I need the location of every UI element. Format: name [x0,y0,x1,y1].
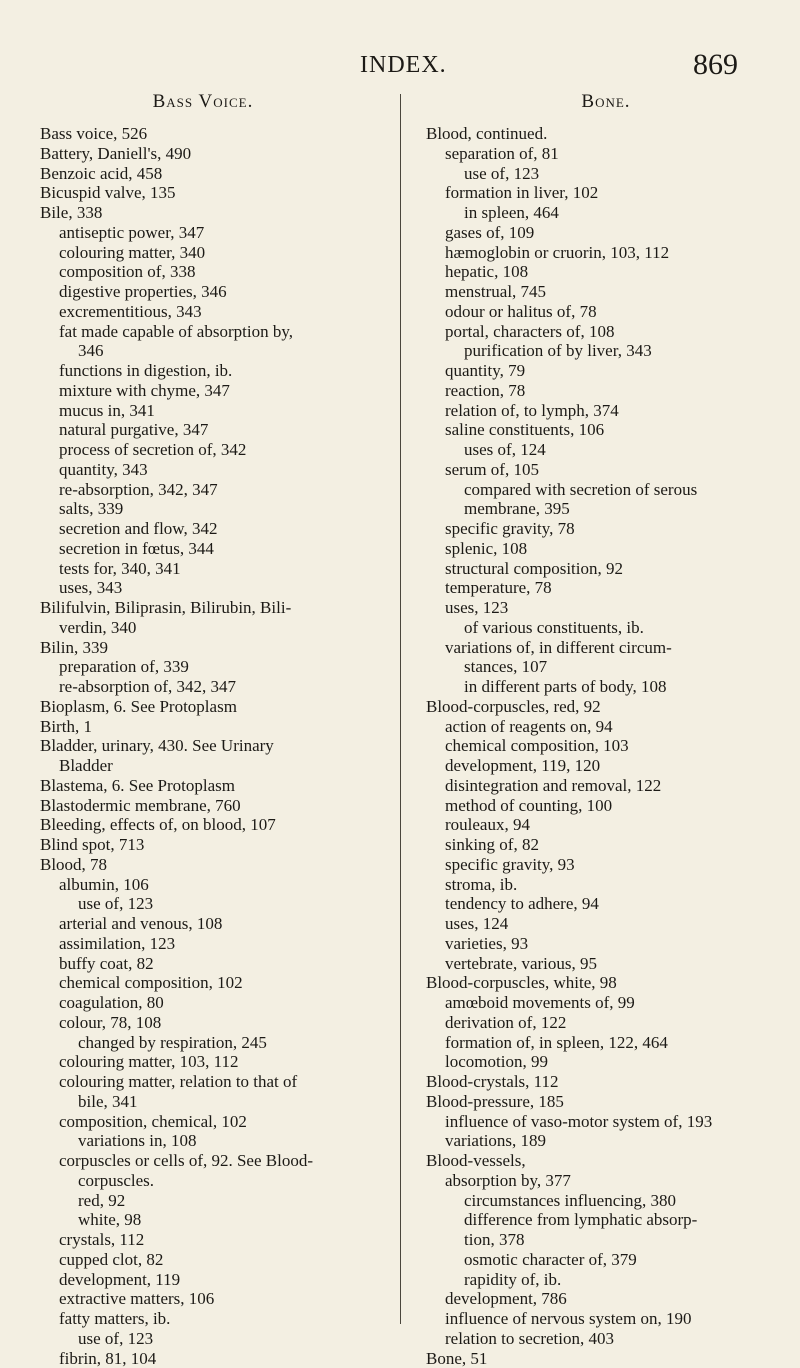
index-entry: hepatic, 108 [426,262,786,282]
index-entry: influence of nervous system on, 190 [426,1309,786,1329]
right-entries [426,124,786,1368]
index-entry: secretion and flow, 342 [40,519,396,539]
index-entry: uses, 124 [426,914,786,934]
index-entry: antiseptic power, 347 [40,223,396,243]
index-entry: Bile, 338 [40,203,396,223]
index-entry: method of counting, 100 [426,796,786,816]
index-entry: functions in digestion, ib. [40,361,396,381]
index-entry: fibrin, 81, 104 [40,1349,396,1368]
index-entry: saline constituents, 106 [426,420,786,440]
index-entry: Bleeding, effects of, on blood, 107 [40,815,396,835]
index-entry: colouring matter, 340 [40,243,396,263]
index-entry: Blood, continued. [426,124,786,144]
index-entry: excrementitious, 343 [40,302,396,322]
index-entry: Battery, Daniell's, 490 [40,144,396,164]
left-entries [40,124,396,1368]
index-entry: relation to secretion, 403 [426,1329,786,1349]
index-entry: Blastema, 6. See Protoplasm [40,776,396,796]
index-entry: structural composition, 92 [426,559,786,579]
index-entry: Blood-corpuscles, white, 98 [426,973,786,993]
index-entry: variations, 189 [426,1131,786,1151]
index-entry: Bioplasm, 6. See Protoplasm [40,697,396,717]
index-entry: action of reagents on, 94 [426,717,786,737]
index-entry: verdin, 340 [40,618,396,638]
index-entry: menstrual, 745 [426,282,786,302]
index-entry: preparation of, 339 [40,657,396,677]
index-entry: uses, 343 [40,578,396,598]
index-entry: process of secretion of, 342 [40,440,396,460]
index-entry: development, 786 [426,1289,786,1309]
index-entry: Birth, 1 [40,717,396,737]
index-entry: changed by respiration, 245 [40,1033,396,1053]
index-entry: secretion in fœtus, 344 [40,539,396,559]
index-entry: tendency to adhere, 94 [426,894,786,914]
index-entry: Benzoic acid, 458 [40,164,396,184]
index-entry: temperature, 78 [426,578,786,598]
index-entry: assimilation, 123 [40,934,396,954]
index-entry: composition of, 338 [40,262,396,282]
index-entry: extractive matters, 106 [40,1289,396,1309]
index-entry: quantity, 79 [426,361,786,381]
index-entry: development, 119 [40,1270,396,1290]
index-entry: amœboid movements of, 99 [426,993,786,1013]
index-entry: Blood-crystals, 112 [426,1072,786,1092]
index-entry: composition, chemical, 102 [40,1112,396,1132]
index-entry: quantity, 343 [40,460,396,480]
index-entry: uses of, 124 [426,440,786,460]
index-entry: mixture with chyme, 347 [40,381,396,401]
index-entry: arterial and venous, 108 [40,914,396,934]
index-entry: locomotion, 99 [426,1052,786,1072]
index-entry: albumin, 106 [40,875,396,895]
index-entry: cupped clot, 82 [40,1250,396,1270]
index-entry: buffy coat, 82 [40,954,396,974]
index-entry: osmotic character of, 379 [426,1250,786,1270]
index-entry: re-absorption of, 342, 347 [40,677,396,697]
index-entry: absorption by, 377 [426,1171,786,1191]
index-entry: disintegration and removal, 122 [426,776,786,796]
index-entry: use of, 123 [40,894,396,914]
index-entry: corpuscles. [40,1171,396,1191]
index-entry: use of, 123 [426,164,786,184]
index-entry: purification of by liver, 343 [426,341,786,361]
index-entry: specific gravity, 93 [426,855,786,875]
index-entry: fat made capable of absorption by, [40,322,396,342]
index-entry: tests for, 340, 341 [40,559,396,579]
right-column [426,92,786,1368]
index-entry: difference from lymphatic absorp- [426,1210,786,1230]
index-entry: rapidity of, ib. [426,1270,786,1290]
index-entry: Blood-vessels, [426,1151,786,1171]
left-column [40,92,396,1368]
index-entry: Blood, 78 [40,855,396,875]
index-entry: white, 98 [40,1210,396,1230]
page-number: 869 [693,48,738,82]
running-title: INDEX. [360,52,447,79]
running-head [0,48,800,88]
index-entry: red, 92 [40,1191,396,1211]
index-entry: varieties, 93 [426,934,786,954]
index-entry: corpuscles or cells of, 92. See Blood- [40,1151,396,1171]
index-entry: natural purgative, 347 [40,420,396,440]
index-entry: crystals, 112 [40,1230,396,1250]
index-entry: Blind spot, 713 [40,835,396,855]
index-entry: circumstances influencing, 380 [426,1191,786,1211]
index-entry: rouleaux, 94 [426,815,786,835]
index-entry: Blood-pressure, 185 [426,1092,786,1112]
index-entry: colouring matter, 103, 112 [40,1052,396,1072]
index-entry: formation in liver, 102 [426,183,786,203]
index-entry: formation of, in spleen, 122, 464 [426,1033,786,1053]
index-entry: serum of, 105 [426,460,786,480]
index-entry: digestive properties, 346 [40,282,396,302]
index-entry: Bass voice, 526 [40,124,396,144]
index-entry: influence of vaso-motor system of, 193 [426,1112,786,1132]
index-entry: development, 119, 120 [426,756,786,776]
index-entry: bile, 341 [40,1092,396,1112]
index-entry: colouring matter, relation to that of [40,1072,396,1092]
index-entry: gases of, 109 [426,223,786,243]
index-entry: Bicuspid valve, 135 [40,183,396,203]
index-entry: use of, 123 [40,1329,396,1349]
column-divider [400,94,401,1324]
index-entry: relation of, to lymph, 374 [426,401,786,421]
index-entry: stances, 107 [426,657,786,677]
index-entry: Blood-corpuscles, red, 92 [426,697,786,717]
index-entry: chemical composition, 103 [426,736,786,756]
index-entry: Bilifulvin, Biliprasin, Bilirubin, Bili- [40,598,396,618]
index-entry: membrane, 395 [426,499,786,519]
index-entry: reaction, 78 [426,381,786,401]
index-entry: uses, 123 [426,598,786,618]
index-entry: stroma, ib. [426,875,786,895]
index-entry: variations in, 108 [40,1131,396,1151]
index-entry: fatty matters, ib. [40,1309,396,1329]
index-entry: tion, 378 [426,1230,786,1250]
index-entry: 346 [40,341,396,361]
index-entry: in different parts of body, 108 [426,677,786,697]
index-entry: sinking of, 82 [426,835,786,855]
index-entry: derivation of, 122 [426,1013,786,1033]
index-entry: mucus in, 341 [40,401,396,421]
index-entry: odour or halitus of, 78 [426,302,786,322]
index-entry: coagulation, 80 [40,993,396,1013]
index-entry: Bone, 51 [426,1349,786,1368]
index-entry: splenic, 108 [426,539,786,559]
index-entry: portal, characters of, 108 [426,322,786,342]
index-entry: chemical composition, 102 [40,973,396,993]
index-entry: variations of, in different circum- [426,638,786,658]
index-entry: salts, 339 [40,499,396,519]
index-entry: specific gravity, 78 [426,519,786,539]
index-entry: Bladder, urinary, 430. See Urinary [40,736,396,756]
index-entry: vertebrate, various, 95 [426,954,786,974]
index-entry: in spleen, 464 [426,203,786,223]
index-entry: Bladder [40,756,396,776]
index-entry: separation of, 81 [426,144,786,164]
index-entry: re-absorption, 342, 347 [40,480,396,500]
right-column-heading: Bone. [426,92,786,124]
index-entry: hæmoglobin or cruorin, 103, 112 [426,243,786,263]
index-entry: compared with secretion of serous [426,480,786,500]
index-entry: Bilin, 339 [40,638,396,658]
index-entry: of various constituents, ib. [426,618,786,638]
index-entry: Blastodermic membrane, 760 [40,796,396,816]
left-column-heading: Bass Voice. [40,92,396,124]
index-entry: colour, 78, 108 [40,1013,396,1033]
